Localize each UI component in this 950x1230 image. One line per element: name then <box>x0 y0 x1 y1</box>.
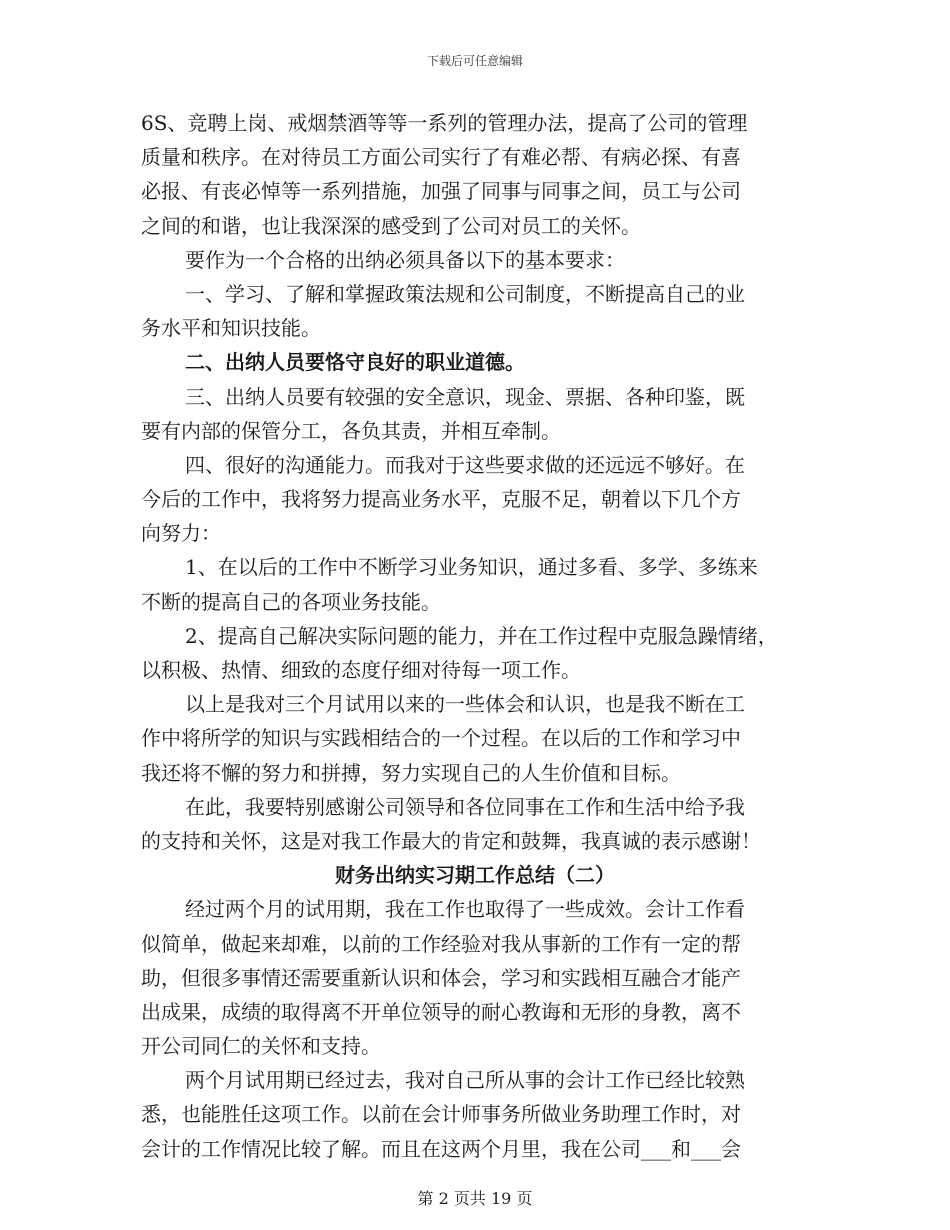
text-line: 要作为一个合格的出纳必须具备以下的基本要求： <box>185 247 625 272</box>
document-body <box>141 106 809 1166</box>
text-line: 经过两个月的试用期，我在工作也取得了一些成效。会计工作看 <box>185 897 745 922</box>
text-line: 作中将所学的知识与实践相结合的一个过程。在以后的工作和学习中 <box>141 726 741 751</box>
text-line: 两个月试用期已经过去，我对自己所从事的会计工作已经比较熟 <box>185 1068 745 1093</box>
text-line: 6S、竞聘上岗、戒烟禁酒等等一系列的管理办法，提高了公司的管理 <box>141 111 748 135</box>
text-line: 似简单，做起来却难，以前的工作经验对我从事新的工作有一定的帮 <box>141 931 741 956</box>
text-line: 我还将不懈的努力和拼搏，努力实现自己的人生价值和目标。 <box>141 760 681 785</box>
text-line: 要有内部的保管分工，各负其责，并相互牵制。 <box>141 418 561 443</box>
text-line: 之间的和谐，也让我深深的感受到了公司对员工的关怀。 <box>141 213 641 238</box>
text-line: 悉，也能胜任这项工作。以前在会计师事务所做业务助理工作时，对 <box>141 1102 741 1127</box>
page-header: 下载后可任意编辑 <box>426 54 523 68</box>
text-line: 2、提高自己解决实际问题的能力，并在工作过程中克服急躁情绪， <box>185 623 778 648</box>
text-line: 出成果，成绩的取得离不开单位领导的耐心教诲和无形的身教，离不 <box>141 999 741 1024</box>
text-line: 会计的工作情况比较了解。而且在这两个月里，我在公司___和___会 <box>141 1136 741 1161</box>
text-line: 质量和秩序。在对待员工方面公司实行了有难必帮、有病必探、有喜 <box>141 145 741 170</box>
text-line: 三、出纳人员要有较强的安全意识，现金、票据、各种印鉴，既 <box>185 384 745 409</box>
text-line: 以上是我对三个月试用以来的一些体会和认识，也是我不断在工 <box>185 692 745 717</box>
text-line: 1、在以后的工作中不断学习业务知识，通过多看、多学、多练来 <box>185 555 758 580</box>
text-line: 今后的工作中，我将努力提高业务水平，克服不足，朝着以下几个方 <box>141 487 741 512</box>
text-line: 不断的提高自己的各项业务技能。 <box>141 589 441 614</box>
text-line: 在此，我要特别感谢公司领导和各位同事在工作和生活中给予我 <box>185 794 745 819</box>
text-line: 助，但很多事情还需要重新认识和体会，学习和实践相互融合才能产 <box>141 965 741 990</box>
text-line: 四、很好的沟通能力。而我对于这些要求做的还远远不够好。在 <box>185 452 745 477</box>
text-line: 一、学习、了解和掌握政策法规和公司制度，不断提高自己的业 <box>185 281 745 306</box>
text-line: 以积极、热情、细致的态度仔细对待每一项工作。 <box>141 658 581 682</box>
bold-heading-line: 二、出纳人员要恪守良好的职业道德。 <box>185 350 525 375</box>
text-line: 开公司同仁的关怀和支持。 <box>141 1034 381 1059</box>
page-footer: 第 2 页共 19 页 <box>417 1189 533 1208</box>
text-line: 必报、有丧必悼等一系列措施，加强了同事与同事之间，员工与公司 <box>141 179 741 204</box>
text-line: 的支持和关怀，这是对我工作最大的肯定和鼓舞，我真诚的表示感谢！ <box>141 828 761 853</box>
text-line: 务水平和知识技能。 <box>141 316 321 341</box>
text-line: 向努力： <box>141 521 221 546</box>
section-title: 财务出纳实习期工作总结（二） <box>335 863 615 888</box>
